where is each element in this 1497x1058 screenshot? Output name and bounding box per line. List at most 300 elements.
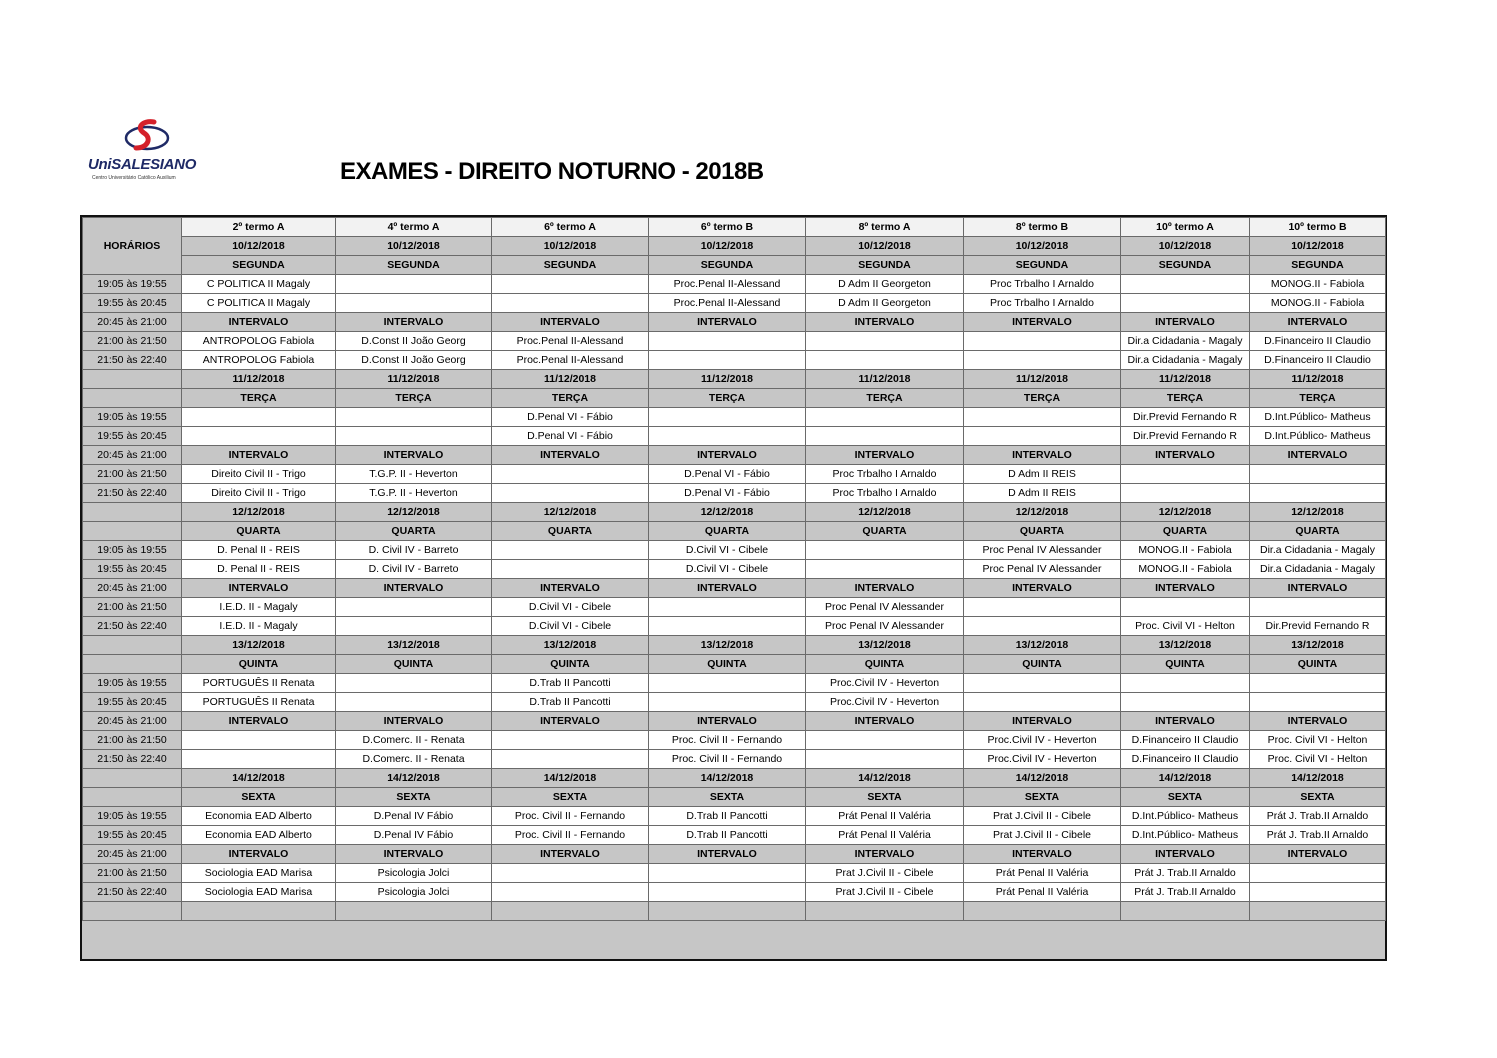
exam-cell: Sociologia EAD Marisa <box>182 883 336 902</box>
time-cell: 21:50 às 22:40 <box>83 617 182 636</box>
exam-cell: D Adm II Georgeton <box>806 294 964 313</box>
weekday-cell: QUARTA <box>806 522 964 541</box>
exam-cell: Direito Civil II - Trigo <box>182 484 336 503</box>
exam-cell <box>649 332 806 351</box>
exam-cell: Proc.Penal II-Alessand <box>649 275 806 294</box>
interval-cell: INTERVALO <box>182 446 336 465</box>
interval-cell: INTERVALO <box>1121 712 1250 731</box>
exam-cell <box>336 408 492 427</box>
interval-cell: INTERVALO <box>806 712 964 731</box>
exam-cell: D.Const II João Georg <box>336 351 492 370</box>
date-cell: 10/12/2018 <box>964 237 1121 256</box>
time-cell: 19:55 às 20:45 <box>83 427 182 446</box>
exam-cell: MONOG.II - Fabiola <box>1121 541 1250 560</box>
date-cell: 10/12/2018 <box>1250 237 1386 256</box>
weekday-cell: SEGUNDA <box>964 256 1121 275</box>
time-cell: 19:05 às 19:55 <box>83 408 182 427</box>
weekday-cell: SEXTA <box>336 788 492 807</box>
exam-cell: PORTUGUÊS II Renata <box>182 674 336 693</box>
exam-cell <box>1121 674 1250 693</box>
time-cell-empty <box>83 902 182 921</box>
weekday-cell: QUARTA <box>1121 522 1250 541</box>
time-cell: 19:05 às 19:55 <box>83 807 182 826</box>
exam-cell <box>964 617 1121 636</box>
weekday-cell: SEGUNDA <box>649 256 806 275</box>
weekday-cell: SEGUNDA <box>336 256 492 275</box>
exam-cell: Dir.a Cidadania - Magaly <box>1121 351 1250 370</box>
exam-cell: Proc Penal IV Alessander <box>806 598 964 617</box>
exam-cell: D. Civil IV - Barreto <box>336 541 492 560</box>
interval-cell: INTERVALO <box>964 313 1121 332</box>
exam-cell: D.Penal IV Fábio <box>336 807 492 826</box>
exam-cell: D.Comerc. II - Renata <box>336 750 492 769</box>
time-cell: 21:50 às 22:40 <box>83 351 182 370</box>
exam-cell <box>1250 864 1386 883</box>
exam-cell: Economia EAD Alberto <box>182 826 336 845</box>
exam-cell <box>964 351 1121 370</box>
weekday-row <box>83 389 1386 408</box>
time-cell-empty <box>83 655 182 674</box>
exam-cell: Proc. Civil II - Fernando <box>492 807 649 826</box>
exam-cell: Sociologia EAD Marisa <box>182 864 336 883</box>
exam-cell: Proc Trbalho I Arnaldo <box>806 484 964 503</box>
interval-cell: INTERVALO <box>964 446 1121 465</box>
date-cell: 10/12/2018 <box>806 237 964 256</box>
date-cell: 14/12/2018 <box>492 769 649 788</box>
date-cell: 14/12/2018 <box>964 769 1121 788</box>
date-row <box>83 636 1386 655</box>
time-cell: 19:05 às 19:55 <box>83 275 182 294</box>
exam-cell: D.Trab II Pancotti <box>649 807 806 826</box>
weekday-cell: SEGUNDA <box>806 256 964 275</box>
weekday-cell: SEXTA <box>492 788 649 807</box>
exam-cell: Prát Penal II Valéria <box>806 826 964 845</box>
date-cell: 10/12/2018 <box>182 237 336 256</box>
weekday-cell: QUINTA <box>1121 655 1250 674</box>
exam-cell <box>1121 693 1250 712</box>
interval-cell: INTERVALO <box>1121 845 1250 864</box>
time-cell-empty <box>83 636 182 655</box>
exam-cell: I.E.D. II - Magaly <box>182 617 336 636</box>
exam-cell: Prát J. Trab.II Arnaldo <box>1121 864 1250 883</box>
exam-cell: T.G.P. II - Heverton <box>336 465 492 484</box>
exam-cell: Proc. Civil II - Fernando <box>649 731 806 750</box>
interval-cell: INTERVALO <box>649 313 806 332</box>
exam-cell: Proc Penal IV Alessander <box>964 560 1121 579</box>
exam-schedule-sheet <box>80 215 1387 961</box>
exam-cell <box>182 408 336 427</box>
date-cell: 11/12/2018 <box>649 370 806 389</box>
exam-cell <box>806 750 964 769</box>
time-cell: 19:55 às 20:45 <box>83 560 182 579</box>
weekday-row <box>83 655 1386 674</box>
weekday-cell: SEXTA <box>1250 788 1386 807</box>
exam-cell: D Adm II REIS <box>964 484 1121 503</box>
column-header-row <box>83 218 1386 237</box>
exam-cell <box>1250 484 1386 503</box>
exam-cell: Proc.Penal II-Alessand <box>649 294 806 313</box>
exam-cell <box>649 883 806 902</box>
exam-cell: Proc.Penal II-Alessand <box>492 332 649 351</box>
exam-cell: Psicologia Jolci <box>336 883 492 902</box>
exam-cell <box>649 693 806 712</box>
exam-cell: Proc. Civil II - Fernando <box>492 826 649 845</box>
footer-cell <box>964 902 1121 921</box>
exam-cell <box>492 275 649 294</box>
exam-schedule-table <box>82 217 1386 921</box>
exam-cell: PORTUGUÊS II Renata <box>182 693 336 712</box>
date-cell: 11/12/2018 <box>964 370 1121 389</box>
date-cell: 11/12/2018 <box>1250 370 1386 389</box>
exam-row <box>83 275 1386 294</box>
date-cell: 13/12/2018 <box>336 636 492 655</box>
exam-cell: Dir.Previd Fernando R <box>1121 408 1250 427</box>
column-header: 10º termo A <box>1121 218 1250 237</box>
exam-cell <box>182 731 336 750</box>
exam-row <box>83 408 1386 427</box>
exam-cell: Dir.Previd Fernando R <box>1121 427 1250 446</box>
exam-cell <box>1250 465 1386 484</box>
exam-cell: D Adm II Georgeton <box>806 275 964 294</box>
time-cell: 19:05 às 19:55 <box>83 674 182 693</box>
time-cell-empty <box>83 769 182 788</box>
time-cell-empty <box>83 389 182 408</box>
exam-cell: Dir.a Cidadania - Magaly <box>1250 541 1386 560</box>
date-cell: 10/12/2018 <box>492 237 649 256</box>
weekday-cell: SEXTA <box>806 788 964 807</box>
weekday-cell: SEGUNDA <box>1121 256 1250 275</box>
time-cell: 21:50 às 22:40 <box>83 484 182 503</box>
exam-cell: Proc.Penal II-Alessand <box>492 351 649 370</box>
interval-cell: INTERVALO <box>182 313 336 332</box>
exam-row <box>83 750 1386 769</box>
date-cell: 13/12/2018 <box>649 636 806 655</box>
exam-cell: Proc Trbalho I Arnaldo <box>964 275 1121 294</box>
exam-cell: Dir.a Cidadania - Magaly <box>1250 560 1386 579</box>
logo-subtitle: Centro Universitário Católico Auxilium <box>92 175 176 181</box>
date-cell: 14/12/2018 <box>1121 769 1250 788</box>
exam-cell: D.Financeiro II Claudio <box>1250 332 1386 351</box>
exam-cell <box>182 750 336 769</box>
date-cell: 14/12/2018 <box>649 769 806 788</box>
exam-cell <box>492 465 649 484</box>
column-header: 8º termo A <box>806 218 964 237</box>
exam-cell <box>1121 465 1250 484</box>
exam-row <box>83 560 1386 579</box>
exam-cell <box>182 427 336 446</box>
exam-cell <box>492 864 649 883</box>
interval-cell: INTERVALO <box>492 712 649 731</box>
exam-cell <box>806 731 964 750</box>
time-cell: 20:45 às 21:00 <box>83 446 182 465</box>
time-cell: 21:50 às 22:40 <box>83 883 182 902</box>
exam-cell: D.Int.Público- Matheus <box>1250 427 1386 446</box>
exam-cell <box>492 294 649 313</box>
footer-cell <box>492 902 649 921</box>
logo-name: UniSALESIANO <box>88 156 197 173</box>
time-cell: 20:45 às 21:00 <box>83 313 182 332</box>
exam-cell <box>964 674 1121 693</box>
weekday-cell: QUINTA <box>1250 655 1386 674</box>
date-cell: 13/12/2018 <box>806 636 964 655</box>
interval-row <box>83 579 1386 598</box>
exam-cell: Prát J. Trab.II Arnaldo <box>1121 883 1250 902</box>
date-cell: 12/12/2018 <box>182 503 336 522</box>
exam-cell <box>964 598 1121 617</box>
column-header: 8º termo B <box>964 218 1121 237</box>
time-cell-empty <box>83 522 182 541</box>
exam-cell: Proc.Civil IV - Heverton <box>964 750 1121 769</box>
interval-cell: INTERVALO <box>1250 313 1386 332</box>
weekday-cell: QUINTA <box>806 655 964 674</box>
interval-cell: INTERVALO <box>1121 446 1250 465</box>
footer-cell <box>806 902 964 921</box>
exam-cell <box>1121 294 1250 313</box>
horarios-header: HORÁRIOS <box>83 218 182 275</box>
interval-cell: INTERVALO <box>649 579 806 598</box>
exam-row <box>83 427 1386 446</box>
time-cell: 21:50 às 22:40 <box>83 750 182 769</box>
exam-cell: Proc Penal IV Alessander <box>964 541 1121 560</box>
exam-cell <box>336 275 492 294</box>
exam-cell: D.Penal VI - Fábio <box>649 484 806 503</box>
exam-cell <box>649 674 806 693</box>
exam-cell <box>336 693 492 712</box>
exam-cell: D.Financeiro II Claudio <box>1121 731 1250 750</box>
footer-cell <box>649 902 806 921</box>
date-cell: 11/12/2018 <box>492 370 649 389</box>
exam-cell <box>649 598 806 617</box>
interval-cell: INTERVALO <box>336 579 492 598</box>
interval-cell: INTERVALO <box>964 579 1121 598</box>
weekday-cell: TERÇA <box>964 389 1121 408</box>
interval-cell: INTERVALO <box>182 579 336 598</box>
exam-cell: Dir.Previd Fernando R <box>1250 617 1386 636</box>
exam-cell: C POLITICA II Magaly <box>182 275 336 294</box>
interval-cell: INTERVALO <box>182 712 336 731</box>
exam-cell: C POLITICA II Magaly <box>182 294 336 313</box>
time-cell: 21:00 às 21:50 <box>83 465 182 484</box>
exam-cell: Direito Civil II - Trigo <box>182 465 336 484</box>
exam-cell <box>649 864 806 883</box>
interval-cell: INTERVALO <box>492 313 649 332</box>
exam-cell <box>806 560 964 579</box>
time-cell-empty <box>83 503 182 522</box>
interval-cell: INTERVALO <box>492 845 649 864</box>
interval-cell: INTERVALO <box>336 446 492 465</box>
time-cell-empty <box>83 788 182 807</box>
date-cell: 11/12/2018 <box>182 370 336 389</box>
date-cell: 12/12/2018 <box>336 503 492 522</box>
schedule-body <box>83 218 1386 921</box>
weekday-cell: QUARTA <box>182 522 336 541</box>
exam-cell: T.G.P. II - Heverton <box>336 484 492 503</box>
exam-cell: Prat J.Civil II - Cibele <box>964 807 1121 826</box>
date-row <box>83 237 1386 256</box>
exam-row <box>83 598 1386 617</box>
weekday-cell: QUINTA <box>492 655 649 674</box>
interval-cell: INTERVALO <box>336 313 492 332</box>
exam-cell <box>492 484 649 503</box>
exam-cell: D.Trab II Pancotti <box>649 826 806 845</box>
weekday-cell: QUINTA <box>964 655 1121 674</box>
exam-cell: Proc.Civil IV - Heverton <box>806 693 964 712</box>
exam-cell <box>1250 598 1386 617</box>
weekday-cell: QUARTA <box>964 522 1121 541</box>
column-header: 2º termo A <box>182 218 336 237</box>
date-row <box>83 503 1386 522</box>
time-cell: 19:55 às 20:45 <box>83 826 182 845</box>
exam-cell <box>1250 693 1386 712</box>
weekday-cell: SEGUNDA <box>182 256 336 275</box>
exam-row <box>83 541 1386 560</box>
time-cell: 21:00 às 21:50 <box>83 864 182 883</box>
interval-cell: INTERVALO <box>1121 579 1250 598</box>
exam-cell <box>336 427 492 446</box>
unisalesiano-logo <box>88 118 218 188</box>
exam-cell: D. Penal II - REIS <box>182 541 336 560</box>
exam-cell: I.E.D. II - Magaly <box>182 598 336 617</box>
weekday-cell: TERÇA <box>336 389 492 408</box>
weekday-cell: QUINTA <box>182 655 336 674</box>
time-cell: 19:05 às 19:55 <box>83 541 182 560</box>
exam-row <box>83 674 1386 693</box>
interval-cell: INTERVALO <box>492 579 649 598</box>
weekday-cell: QUARTA <box>492 522 649 541</box>
time-cell: 21:00 às 21:50 <box>83 598 182 617</box>
exam-cell: D.Civil VI - Cibele <box>649 560 806 579</box>
date-cell: 13/12/2018 <box>964 636 1121 655</box>
exam-row <box>83 826 1386 845</box>
exam-cell: Prát Penal II Valéria <box>964 883 1121 902</box>
exam-cell <box>336 674 492 693</box>
column-header: 6º termo B <box>649 218 806 237</box>
exam-cell <box>1250 674 1386 693</box>
exam-cell: D.Civil VI - Cibele <box>649 541 806 560</box>
interval-row <box>83 845 1386 864</box>
interval-cell: INTERVALO <box>1250 446 1386 465</box>
footer-cell <box>182 902 336 921</box>
exam-cell: Proc. Civil VI - Helton <box>1121 617 1250 636</box>
weekday-row <box>83 788 1386 807</box>
date-cell: 10/12/2018 <box>336 237 492 256</box>
exam-cell: D.Penal VI - Fábio <box>649 465 806 484</box>
interval-cell: INTERVALO <box>492 446 649 465</box>
exam-cell <box>806 541 964 560</box>
exam-cell: D. Civil IV - Barreto <box>336 560 492 579</box>
date-cell: 13/12/2018 <box>182 636 336 655</box>
exam-cell <box>806 427 964 446</box>
interval-cell: INTERVALO <box>806 313 964 332</box>
exam-row <box>83 484 1386 503</box>
exam-cell: D. Penal II - REIS <box>182 560 336 579</box>
exam-cell: D.Int.Público- Matheus <box>1250 408 1386 427</box>
exam-cell: MONOG.II - Fabiola <box>1250 275 1386 294</box>
weekday-cell: SEXTA <box>649 788 806 807</box>
interval-cell: INTERVALO <box>806 446 964 465</box>
exam-row <box>83 864 1386 883</box>
weekday-cell: SEGUNDA <box>492 256 649 275</box>
weekday-cell: SEXTA <box>182 788 336 807</box>
time-cell: 20:45 às 21:00 <box>83 579 182 598</box>
time-cell: 20:45 às 21:00 <box>83 845 182 864</box>
interval-cell: INTERVALO <box>1121 313 1250 332</box>
exam-cell: D.Financeiro II Claudio <box>1250 351 1386 370</box>
exam-cell: D.Trab II Pancotti <box>492 693 649 712</box>
exam-cell <box>1121 484 1250 503</box>
date-cell: 13/12/2018 <box>1250 636 1386 655</box>
exam-cell: Proc.Civil IV - Heverton <box>964 731 1121 750</box>
exam-cell: D.Civil VI - Cibele <box>492 617 649 636</box>
exam-row <box>83 693 1386 712</box>
weekday-cell: SEXTA <box>1121 788 1250 807</box>
date-cell: 12/12/2018 <box>964 503 1121 522</box>
exam-cell: Prát Penal II Valéria <box>964 864 1121 883</box>
exam-cell <box>649 427 806 446</box>
date-cell: 12/12/2018 <box>806 503 964 522</box>
interval-cell: INTERVALO <box>964 712 1121 731</box>
weekday-cell: TERÇA <box>649 389 806 408</box>
exam-cell: Proc Trbalho I Arnaldo <box>806 465 964 484</box>
weekday-cell: QUARTA <box>1250 522 1386 541</box>
exam-cell: MONOG.II - Fabiola <box>1121 560 1250 579</box>
exam-cell <box>964 408 1121 427</box>
interval-row <box>83 446 1386 465</box>
exam-cell: ANTROPOLOG Fabiola <box>182 351 336 370</box>
time-cell: 21:00 às 21:50 <box>83 332 182 351</box>
exam-cell: D.Comerc. II - Renata <box>336 731 492 750</box>
column-header: 4º termo A <box>336 218 492 237</box>
exam-cell <box>964 427 1121 446</box>
exam-cell <box>964 332 1121 351</box>
footer-row <box>83 902 1386 921</box>
exam-cell <box>649 408 806 427</box>
time-cell: 20:45 às 21:00 <box>83 712 182 731</box>
exam-cell: Proc.Civil IV - Heverton <box>806 674 964 693</box>
interval-cell: INTERVALO <box>1250 712 1386 731</box>
exam-cell: D.Const II João Georg <box>336 332 492 351</box>
exam-row <box>83 351 1386 370</box>
interval-cell: INTERVALO <box>336 845 492 864</box>
exam-cell <box>336 617 492 636</box>
exam-cell <box>1121 598 1250 617</box>
time-cell: 21:00 às 21:50 <box>83 731 182 750</box>
exam-cell: D.Int.Público- Matheus <box>1121 826 1250 845</box>
exam-cell: Proc. Civil II - Fernando <box>649 750 806 769</box>
exam-cell: Prat J.Civil II - Cibele <box>806 883 964 902</box>
exam-cell <box>336 294 492 313</box>
interval-cell: INTERVALO <box>806 845 964 864</box>
interval-cell: INTERVALO <box>649 712 806 731</box>
date-cell: 14/12/2018 <box>1250 769 1386 788</box>
exam-cell <box>649 351 806 370</box>
weekday-cell: QUINTA <box>336 655 492 674</box>
date-cell: 10/12/2018 <box>649 237 806 256</box>
weekday-cell: QUARTA <box>649 522 806 541</box>
interval-cell: INTERVALO <box>1250 579 1386 598</box>
interval-cell: INTERVALO <box>182 845 336 864</box>
exam-cell: D.Trab II Pancotti <box>492 674 649 693</box>
date-cell: 11/12/2018 <box>806 370 964 389</box>
exam-cell: D.Penal IV Fábio <box>336 826 492 845</box>
exam-row <box>83 617 1386 636</box>
date-cell: 10/12/2018 <box>1121 237 1250 256</box>
exam-row <box>83 294 1386 313</box>
column-header: 10º termo B <box>1250 218 1386 237</box>
date-cell: 11/12/2018 <box>336 370 492 389</box>
exam-cell <box>806 332 964 351</box>
exam-cell <box>492 560 649 579</box>
